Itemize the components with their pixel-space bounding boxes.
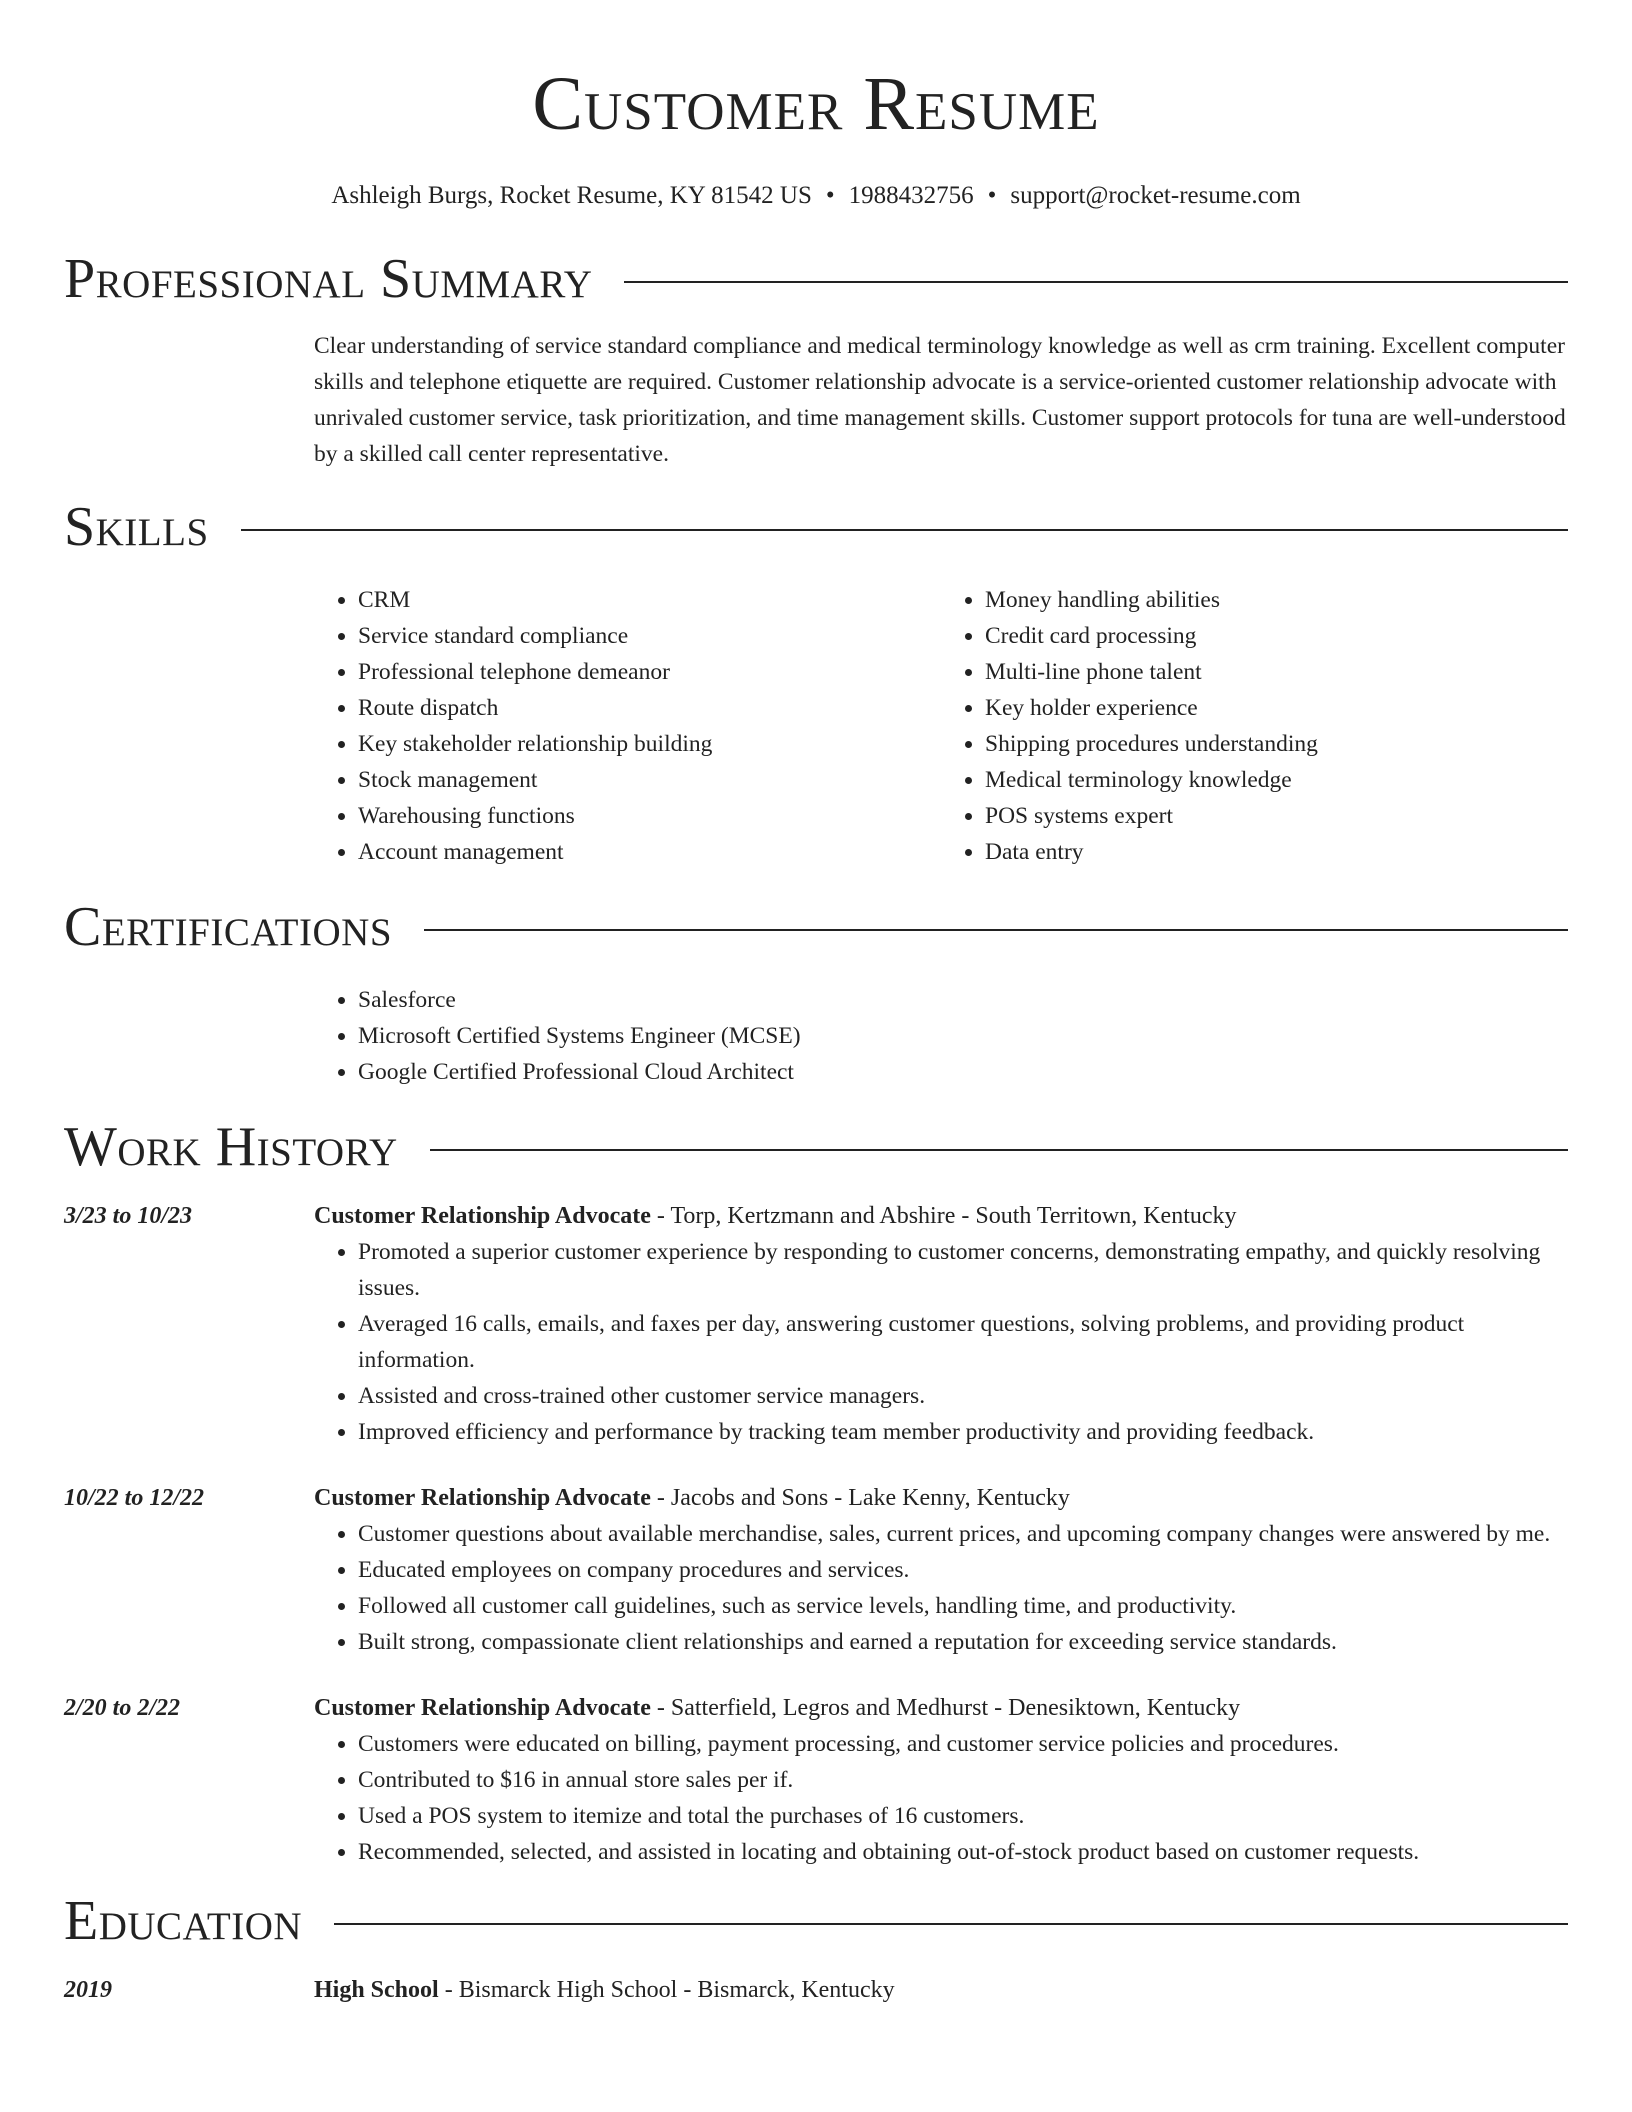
skill-item: • Data entry	[985, 834, 1568, 870]
job-title: Customer Relationship Advocate	[314, 1203, 651, 1229]
job-bullets	[314, 1234, 1568, 1450]
education-date: 2019	[64, 1977, 112, 2003]
job-entry	[64, 1480, 1568, 1660]
job-bullet: • Assisted and cross-trained other customer service managers.	[358, 1378, 1568, 1414]
skill-item: • Medical terminology knowledge	[985, 762, 1568, 798]
summary-section-header	[64, 246, 1568, 312]
certifications-list	[314, 982, 1568, 1090]
resume-title: Customer Resume	[532, 62, 1100, 146]
skill-item: • Shipping procedures understanding	[985, 726, 1568, 762]
section-divider	[241, 529, 1568, 531]
job-bullet: • Averaged 16 calls, emails, and faxes per day, answering customer questions, solving problems, and providing product information.	[358, 1306, 1568, 1378]
section-divider	[424, 929, 1568, 931]
job-employer: - Torp, Kertzmann and Abshire - South Territown, Kentucky	[650, 1203, 1237, 1229]
job-dates: 10/22 to 12/22	[64, 1485, 205, 1511]
education-heading: Education	[64, 1890, 303, 1952]
skill-item: • Key holder experience	[985, 690, 1568, 726]
skills-column-left	[314, 582, 941, 870]
skill-item: • Service standard compliance	[358, 618, 941, 654]
skill-item: • CRM	[358, 582, 941, 618]
job-bullet: • Promoted a superior customer experience by responding to customer concerns, demonstrating empathy, and quickly resolving issues.	[358, 1234, 1568, 1306]
skills-list	[314, 582, 1568, 870]
summary-heading: Professional Summary	[64, 248, 593, 310]
education-degree: High School	[314, 1977, 439, 2003]
job-bullet: • Recommended, selected, and assisted in locating and obtaining out-of-stock product based on customer requests.	[358, 1834, 1568, 1870]
skills-column-right	[941, 582, 1568, 870]
job-dates: 3/23 to 10/23	[64, 1203, 193, 1229]
job-bullet: • Customers were educated on billing, payment processing, and customer service policies and procedures.	[358, 1726, 1568, 1762]
section-divider	[430, 1149, 1568, 1151]
certifications-section-header	[64, 894, 1568, 960]
education-section-header	[64, 1888, 1568, 1954]
contact-separator: •	[987, 182, 997, 209]
job-bullet: • Built strong, compassionate client relationships and earned a reputation for exceeding service standards.	[358, 1624, 1568, 1660]
job-employer: - Jacobs and Sons - Lake Kenny, Kentucky	[650, 1485, 1070, 1511]
job-bullet: • Used a POS system to itemize and total the purchases of 16 customers.	[358, 1798, 1568, 1834]
section-divider	[334, 1923, 1568, 1925]
skill-item: • Professional telephone demeanor	[358, 654, 941, 690]
skill-item: • Key stakeholder relationship building	[358, 726, 941, 762]
job-bullet: • Followed all customer call guidelines, such as service levels, handling time, and productivity.	[358, 1588, 1568, 1624]
certification-item: • Google Certified Professional Cloud Architect	[358, 1054, 1568, 1090]
job-dates: 2/20 to 2/22	[64, 1695, 181, 1721]
skill-item: • Warehousing functions	[358, 798, 941, 834]
job-bullet: • Educated employees on company procedures and services.	[358, 1552, 1568, 1588]
work-heading: Work History	[64, 1116, 398, 1178]
contact-address: Ashleigh Burgs, Rocket Resume, KY 81542 US	[331, 182, 812, 209]
certifications-heading: Certifications	[64, 896, 393, 958]
job-bullet: • Contributed to $16 in annual store sales per if.	[358, 1762, 1568, 1798]
job-title: Customer Relationship Advocate	[314, 1485, 651, 1511]
contact-line	[64, 180, 1568, 212]
skills-heading: Skills	[64, 496, 209, 558]
job-title-line	[314, 1480, 1568, 1516]
education-entry	[64, 1972, 1568, 2008]
section-divider	[624, 281, 1568, 283]
skills-section-header	[64, 494, 1568, 560]
job-bullets	[314, 1516, 1568, 1660]
job-employer: - Satterfield, Legros and Medhurst - Denesiktown, Kentucky	[650, 1695, 1241, 1721]
skill-item: • Stock management	[358, 762, 941, 798]
work-section-header	[64, 1114, 1568, 1180]
contact-separator: •	[825, 182, 835, 209]
certification-item: • Microsoft Certified Systems Engineer (MCSE)	[358, 1018, 1568, 1054]
summary-text: Clear understanding of service standard compliance and medical terminology knowledge as well as crm training. Excellent computer skills and telephone etiquette are required. Customer relationship advocate is a service-oriented customer relationship advocate with unrivaled customer service, task prioritization, and time management skills. Customer support protocols for tuna are well-understood by a skilled call center representative.	[314, 333, 1566, 467]
contact-phone: 1988432756	[848, 182, 974, 209]
job-bullet: • Customer questions about available merchandise, sales, current prices, and upcoming company changes were answered by me.	[358, 1516, 1568, 1552]
job-bullets	[314, 1726, 1568, 1870]
skill-item: • Account management	[358, 834, 941, 870]
certification-item: • Salesforce	[358, 982, 1568, 1018]
job-entry	[64, 1690, 1568, 1870]
education-line	[314, 1972, 1568, 2008]
skill-item: • Multi-line phone talent	[985, 654, 1568, 690]
skill-item: • Credit card processing	[985, 618, 1568, 654]
job-title-line	[314, 1198, 1568, 1234]
job-title-line	[314, 1690, 1568, 1726]
contact-email: support@rocket-resume.com	[1010, 182, 1301, 209]
education-school: - Bismarck High School - Bismarck, Kentucky	[438, 1977, 895, 2003]
skill-item: • Money handling abilities	[985, 582, 1568, 618]
skill-item: • POS systems expert	[985, 798, 1568, 834]
skill-item: • Route dispatch	[358, 690, 941, 726]
job-entry	[64, 1198, 1568, 1450]
job-bullet: • Improved efficiency and performance by tracking team member productivity and providing feedback.	[358, 1414, 1568, 1450]
job-title: Customer Relationship Advocate	[314, 1695, 651, 1721]
